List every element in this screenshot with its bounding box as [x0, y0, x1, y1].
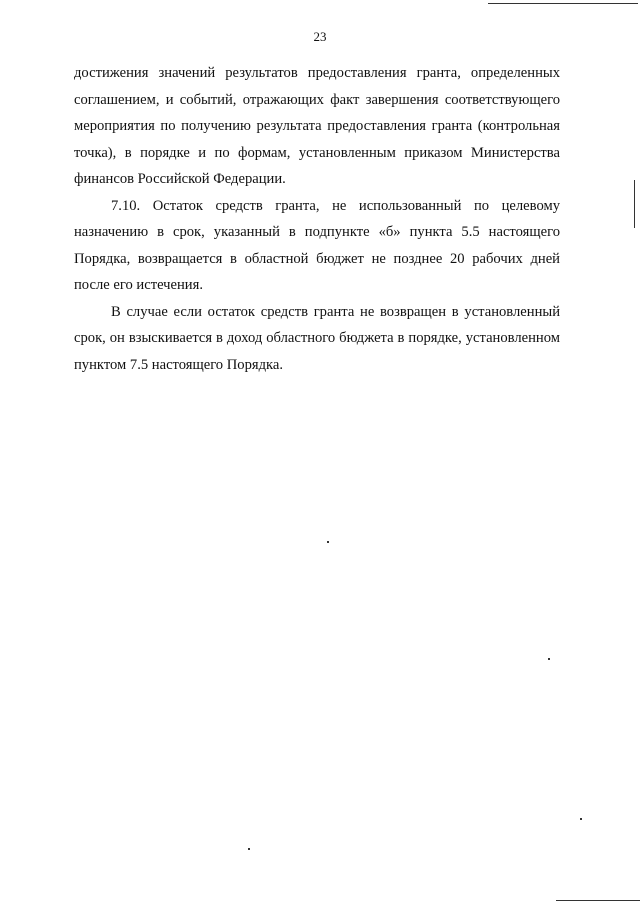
scan-dot: [248, 848, 250, 850]
paragraph-continuation: достижения значений результатов предоставления гранта, определенных соглашением, и событий, отражающих факт завершения соответствующего мероприятия по получению результата предоставления гранта (контрольная точка), в порядке и по формам, установленным приказом Министерства финансов Российской Федерации.: [74, 65, 560, 187]
scan-mark-right-edge: [634, 180, 635, 228]
scan-line-bottom-right: [556, 900, 640, 901]
scan-line-top-right: [488, 3, 638, 4]
paragraph-7-10: 7.10. Остаток средств гранта, не использованный по целевому назначению в срок, указанный в подпункте «б» пункта 5.5 настоящего Порядка, возвращается в областной бюджет не позднее 20 рабочих дней после его истечения.: [74, 197, 560, 293]
scan-dot: [548, 658, 550, 660]
scan-dot: [580, 818, 582, 820]
page-number: 23: [313, 29, 327, 44]
paragraph-grant-recovery: В случае если остаток средств гранта не возвращен в установленный срок, он взыскивается в доход областного бюджета в порядке, установленном пунктом 7.5 настоящего Порядка.: [74, 303, 560, 373]
scan-dot: [327, 541, 329, 543]
document-body: [74, 60, 560, 378]
